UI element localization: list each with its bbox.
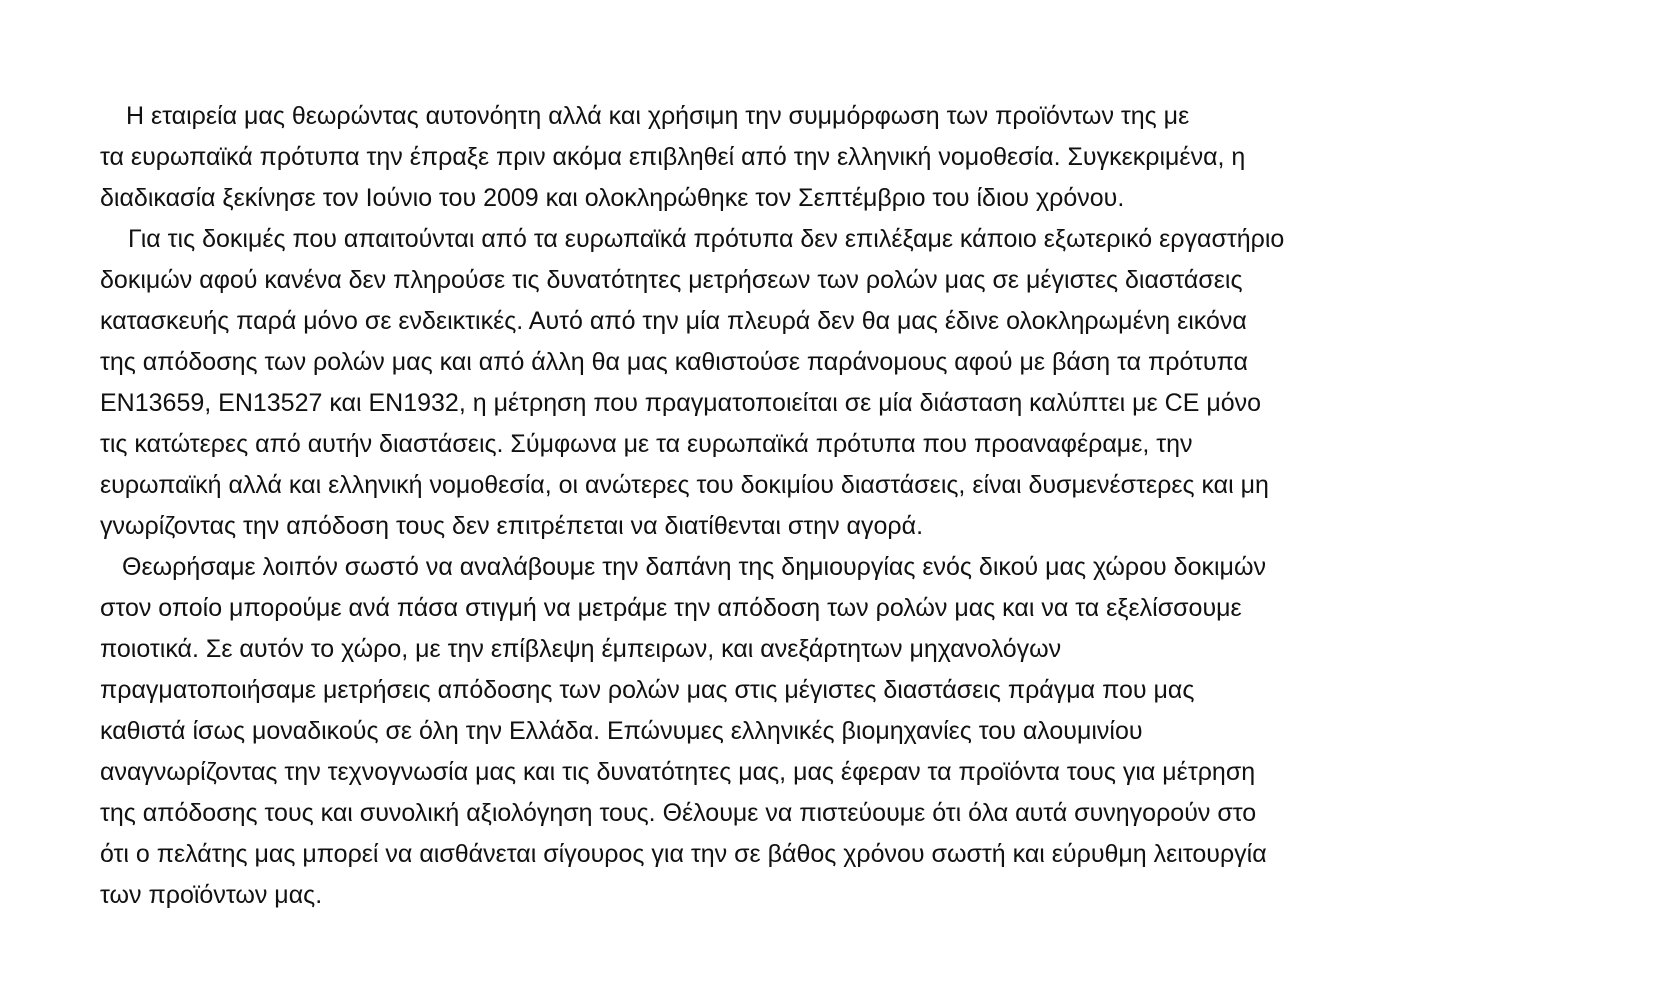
text-line: κατασκευής παρά μόνο σε ενδεικτικές. Αυτό από την μία πλευρά δεν θα μας έδινε ολοκληρωμένη εικόνα — [100, 307, 1247, 335]
text-line: των προϊόντων μας. — [100, 881, 323, 909]
text-line: διαδικασία ξεκίνησε τον Ιούνιο του 2009 και ολοκληρώθηκε τον Σεπτέμβριο του ίδιου χρόνου. — [100, 184, 1125, 212]
text-line: τις κατώτερες από αυτήν διαστάσεις. Σύμφωνα με τα ευρωπαϊκά πρότυπα που προαναφέραμε, την — [100, 430, 1193, 458]
text-line: δοκιμών αφού κανένα δεν πληρούσε τις δυνατότητες μετρήσεων των ρολών μας σε μέγιστες διαστάσεις — [100, 266, 1243, 294]
text-line: ΕΝ13659, ΕΝ13527 και ΕΝ1932, η μέτρηση που πραγματοποιείται σε μία διάσταση καλύπτει με CE μόνο — [100, 389, 1262, 417]
paragraph-3 — [100, 547, 1640, 916]
paragraph-1 — [100, 96, 1640, 219]
text-line: στον οποίο μπορούμε ανά πάσα στιγμή να μετράμε την απόδοση των ρολών μας και να τα εξελίσσουμε — [100, 594, 1242, 622]
text-line: γνωρίζοντας την απόδοση τους δεν επιτρέπεται να διατίθενται στην αγορά. — [100, 512, 924, 540]
text-line: τα ευρωπαϊκά πρότυπα την έπραξε πριν ακόμα επιβληθεί από την ελληνική νομοθεσία. Συγκεκριμένα, η — [100, 143, 1246, 171]
paragraph-2 — [100, 219, 1640, 547]
text-line: ποιοτικά. Σε αυτόν το χώρο, με την επίβλεψη έμπειρων, και ανεξάρτητων μηχανολόγων — [100, 635, 1062, 663]
text-line: ευρωπαϊκή αλλά και ελληνική νομοθεσία, οι ανώτερες του δοκιμίου διαστάσεις, είναι δυσμενέστερες και μη — [100, 471, 1269, 499]
text-line: της απόδοσης των ρολών μας και από άλλη θα μας καθιστούσε παράνομους αφού με βάση τα πρότυπα — [100, 348, 1248, 376]
text-line: Θεωρήσαμε λοιπόν σωστό να αναλάβουμε την δαπάνη της δημιουργίας ενός δικού μας χώρου δοκιμών — [122, 553, 1266, 581]
text-line: της απόδοσης τους και συνολική αξιολόγηση τους. Θέλουμε να πιστεύουμε ότι όλα αυτά συνηγορούν στο — [100, 799, 1257, 827]
text-line: αναγνωρίζοντας την τεχνογνωσία μας και τις δυνατότητες μας, μας έφεραν τα προϊόντα τους για μέτρηση — [100, 758, 1256, 786]
text-line: ότι ο πελάτης μας μπορεί να αισθάνεται σίγουρος για την σε βάθος χρόνου σωστή και εύρυθμη λειτουργία — [100, 840, 1267, 868]
text-line: πραγματοποιήσαμε μετρήσεις απόδοσης των ρολών μας στις μέγιστες διαστάσεις πράγμα που μας — [100, 676, 1195, 704]
text-line: Η εταιρεία μας θεωρώντας αυτονόητη αλλά και χρήσιμη την συμμόρφωση των προϊόντων της με — [126, 102, 1190, 130]
body-text — [100, 96, 1640, 916]
text-line: καθιστά ίσως μοναδικούς σε όλη την Ελλάδα. Επώνυμες ελληνικές βιομηχανίες του αλουμινίου — [100, 717, 1143, 745]
text-line: Για τις δοκιμές που απαιτούνται από τα ευρωπαϊκά πρότυπα δεν επιλέξαμε κάποιο εξωτερικό εργαστήριο — [128, 225, 1285, 253]
